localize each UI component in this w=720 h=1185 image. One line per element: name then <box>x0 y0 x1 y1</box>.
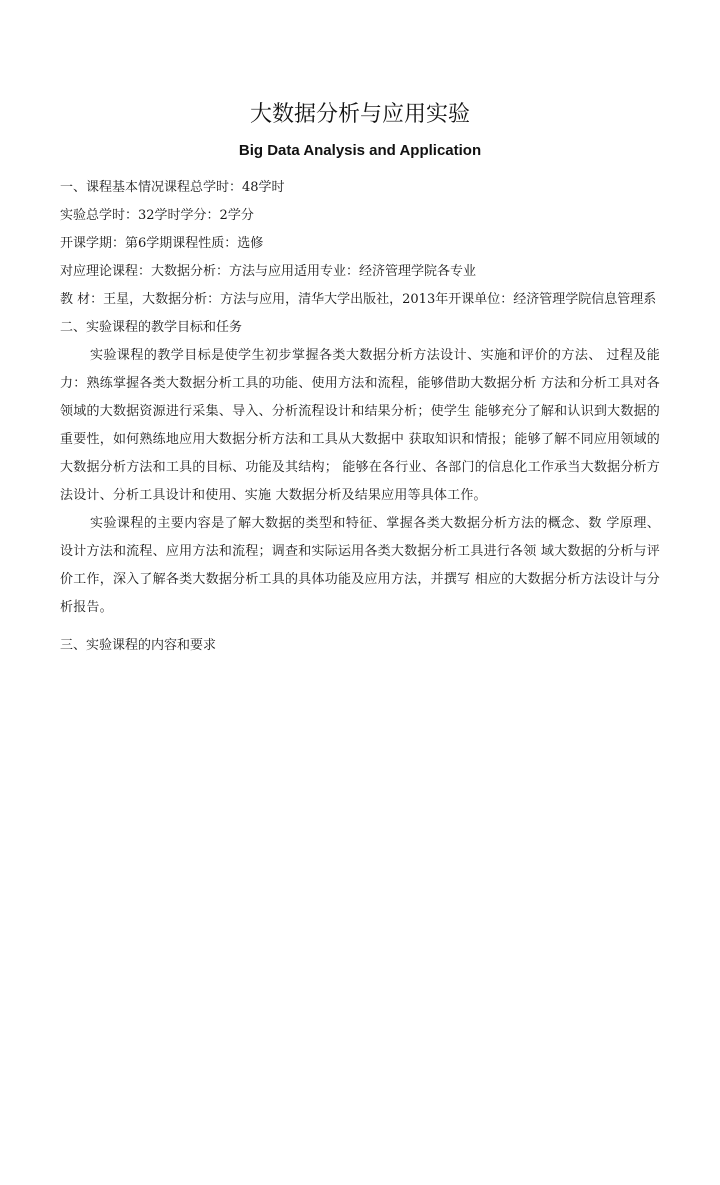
document-subtitle: Big Data Analysis and Application <box>238 142 482 159</box>
spacer <box>60 622 660 632</box>
section-heading-basic-info: 一、课程基本情况课程总学时：48学时 <box>60 180 285 195</box>
info-semester-type: 开课学期：第6学期课程性质：选修 <box>60 236 264 251</box>
content-paragraph: 实验课程的主要内容是了解大数据的类型和特征、掌握各类大数据分析方法的概念、数 学原理、设计方法和流程、应用方法和流程；调查和实际运用各类大数据分析工具进行各领 域大数据的分析与评价工作，深入了解各类大数据分析工具的具体功能及应用方法，并撰写 相应的大数据分析方法设计与分析报告。 <box>60 516 660 615</box>
info-textbook: 教 材：王星，大数据分析：方法与应用，清华大学出版社，2013年开课单位：经济管理学院信息管理系 <box>60 292 657 307</box>
info-hours-credits: 实验总学时：32学时学分：2学分 <box>60 208 254 223</box>
document-title: 大数据分析与应用实验 <box>249 102 470 127</box>
document-body <box>60 174 660 660</box>
section-heading-objectives: 二、实验课程的教学目标和任务 <box>60 320 243 335</box>
info-theory-course: 对应理论课程：大数据分析：方法与应用适用专业：经济管理学院各专业 <box>60 264 477 279</box>
objectives-paragraph: 实验课程的教学目标是使学生初步掌握各类大数据分析方法设计、实施和评价的方法、 过程及能力：熟练掌握各类大数据分析工具的功能、使用方法和流程，能够借助大数据分析 方法和分析工具对各领域的大数据资源进行采集、导入、分析流程设计和结果分析；使学生 能够充分了解和认识到大数据的重要性，如何熟练地应用大数据分析方法和工具从大数据中 获取知识和情报；能够了解不同应用领域的大数据分析方法和工具的目标、功能及其结构； 能够在各行业、各部门的信息化工作承当大数据分析方法设计、分析工具设计和使用、实施 大数据分析及结果应用等具体工作。 <box>60 348 660 503</box>
section-heading-content-requirements: 三、实验课程的内容和要求 <box>60 638 217 653</box>
